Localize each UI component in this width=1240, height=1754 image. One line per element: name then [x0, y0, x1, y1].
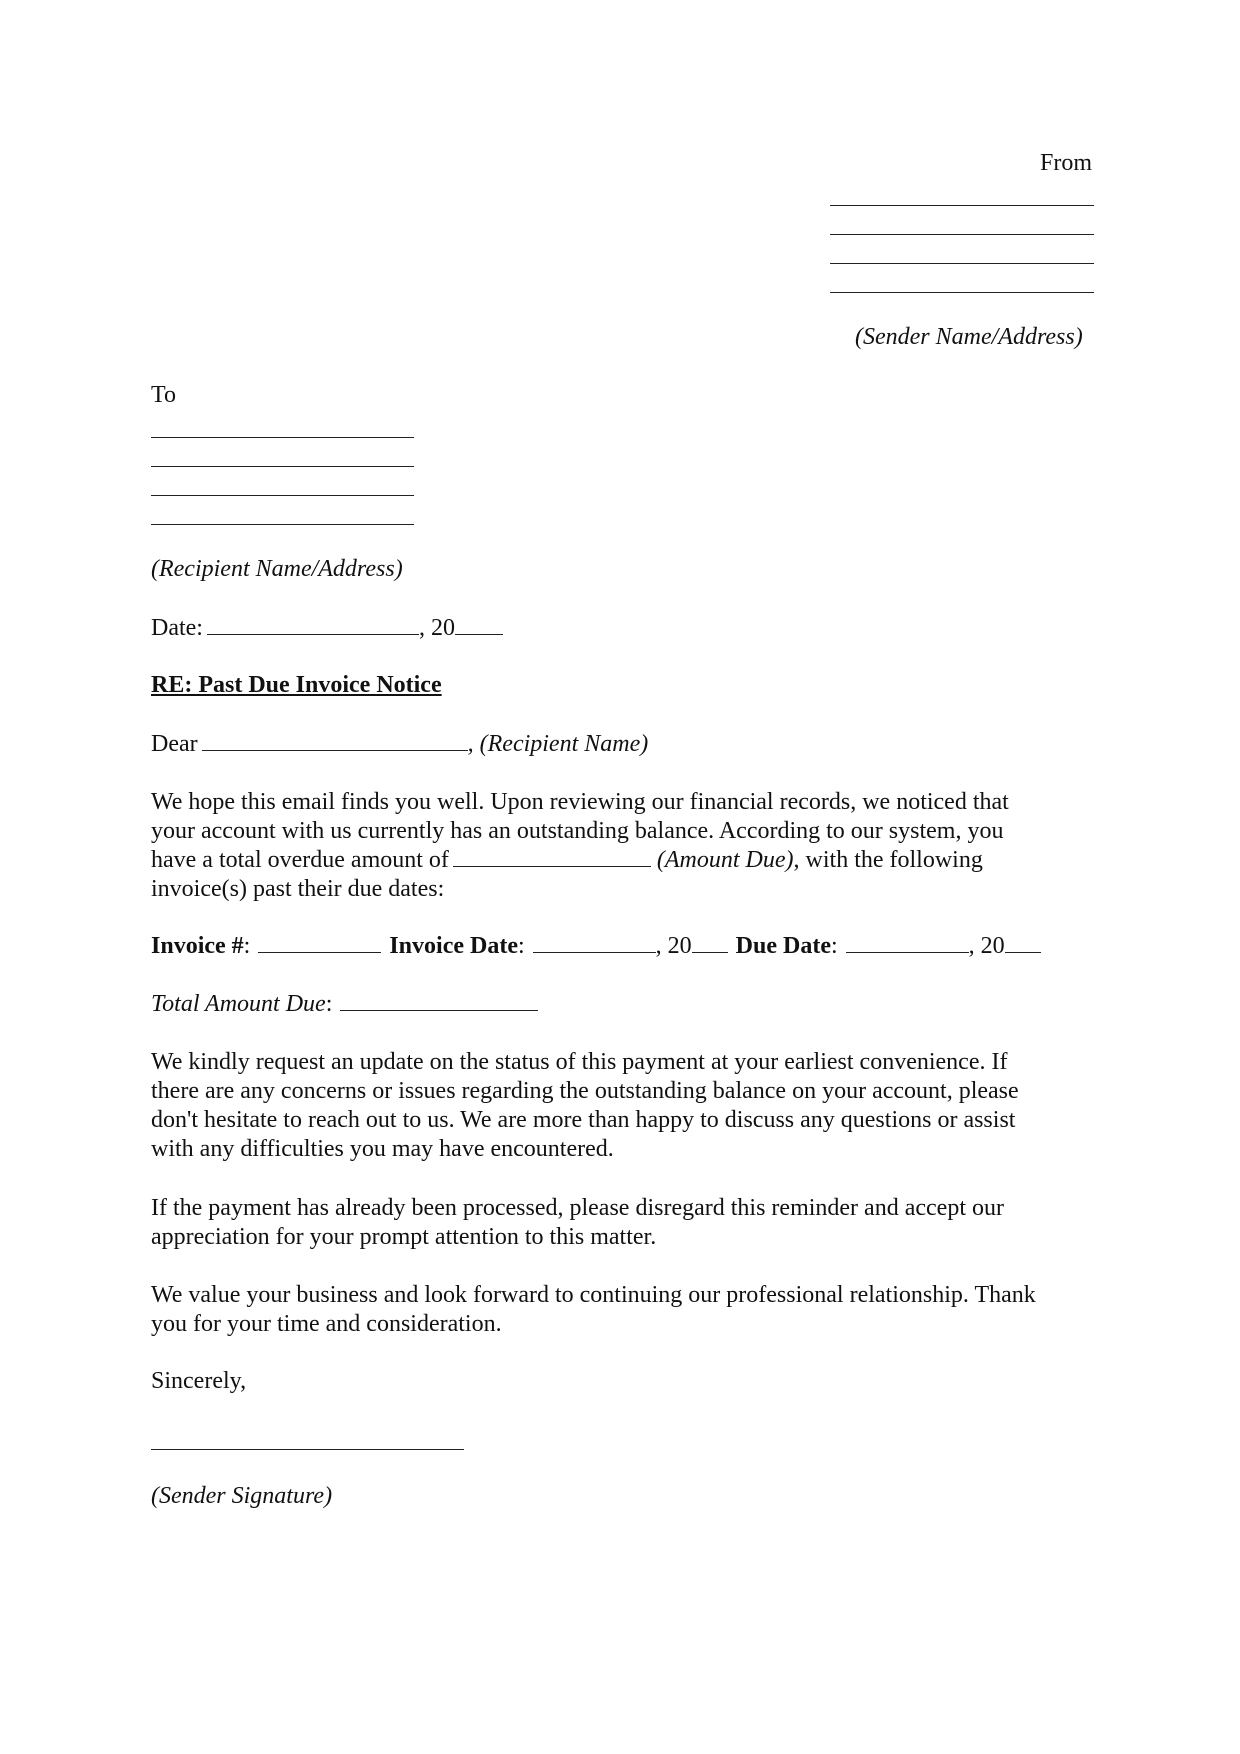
paragraph-line: We kindly request an update on the status of this payment at your earliest convenience. If	[151, 1049, 1008, 1075]
invoice-date-field[interactable]	[533, 932, 656, 953]
total-due-row	[151, 990, 542, 1018]
paragraph-line: If the payment has already been processed, please disregard this reminder and accept our	[151, 1195, 1004, 1221]
sender-address-line-1[interactable]	[830, 205, 1094, 206]
date-year-prefix: , 20	[418, 615, 455, 641]
due-date-year-field[interactable]	[1005, 932, 1041, 953]
total-due-field[interactable]	[340, 990, 538, 1011]
paragraph-disregard	[151, 1194, 1101, 1252]
paragraph-intro	[151, 788, 1101, 904]
due-date-field[interactable]	[846, 932, 969, 953]
recipient-address-line-1[interactable]	[151, 437, 414, 438]
amount-due-field[interactable]	[453, 846, 651, 867]
date-field[interactable]	[207, 614, 419, 635]
invoice-date-year-prefix: , 20	[655, 933, 692, 959]
recipient-name-caption: , (Recipient Name)	[467, 731, 649, 757]
date-row	[151, 614, 507, 642]
signature-caption: (Sender Signature)	[151, 1483, 333, 1509]
due-date-colon: :	[830, 933, 838, 959]
signature-line[interactable]	[151, 1449, 464, 1450]
paragraph-line: invoice(s) past their due dates:	[151, 876, 445, 902]
paragraph-request	[151, 1048, 1101, 1164]
amount-due-caption: (Amount Due)	[656, 847, 794, 873]
to-label: To	[151, 382, 176, 408]
sender-caption: (Sender Name/Address)	[855, 324, 1083, 350]
paragraph-line: with any difficulties you may have encountered.	[151, 1136, 614, 1162]
invoice-number-colon: :	[243, 933, 251, 959]
invoice-date-label: Invoice Date	[389, 933, 518, 959]
invoice-date-year-field[interactable]	[692, 932, 728, 953]
paragraph-line: appreciation for your prompt attention to this matter.	[151, 1224, 657, 1250]
invoice-date-colon: :	[517, 933, 525, 959]
from-label: From	[1040, 150, 1093, 176]
subject-heading: RE: Past Due Invoice Notice	[151, 672, 442, 698]
salutation-row	[151, 730, 648, 758]
total-due-colon: :	[325, 991, 333, 1017]
recipient-caption: (Recipient Name/Address)	[151, 556, 403, 582]
date-label: Date:	[151, 615, 203, 641]
closing-text: Sincerely,	[151, 1368, 247, 1394]
paragraph-line: you for your time and consideration.	[151, 1311, 502, 1337]
due-date-year-prefix: , 20	[968, 933, 1005, 959]
recipient-address-line-3[interactable]	[151, 495, 414, 496]
due-date-label: Due Date	[735, 933, 831, 959]
amount-after-text: , with the following	[793, 847, 983, 873]
paragraph-line: We hope this email finds you well. Upon reviewing our financial records, we noticed that	[151, 789, 1009, 815]
paragraph-line: there are any concerns or issues regarding the outstanding balance on your account, please	[151, 1078, 1019, 1104]
invoice-number-label: Invoice #	[151, 933, 244, 959]
paragraph-closing	[151, 1281, 1101, 1339]
sender-address-line-4[interactable]	[830, 292, 1094, 293]
date-year-field[interactable]	[455, 614, 503, 635]
paragraph-line: don't hesitate to reach out to us. We are more than happy to discuss any questions or assist	[151, 1107, 1016, 1133]
sender-address-line-3[interactable]	[830, 263, 1094, 264]
paragraph-line: your account with us currently has an outstanding balance. According to our system, you	[151, 818, 1004, 844]
invoice-row	[151, 932, 1045, 960]
salutation-label: Dear	[151, 731, 198, 757]
paragraph-line: have a total overdue amount of	[151, 847, 449, 873]
recipient-name-field[interactable]	[202, 730, 468, 751]
recipient-address-line-4[interactable]	[151, 524, 414, 525]
paragraph-line: We value your business and look forward to continuing our professional relationship. Thank	[151, 1282, 1036, 1308]
invoice-number-field[interactable]	[258, 932, 381, 953]
total-due-label: Total Amount Due	[151, 991, 326, 1017]
recipient-address-line-2[interactable]	[151, 466, 414, 467]
sender-address-line-2[interactable]	[830, 234, 1094, 235]
paragraph-line-amount	[151, 846, 1101, 875]
